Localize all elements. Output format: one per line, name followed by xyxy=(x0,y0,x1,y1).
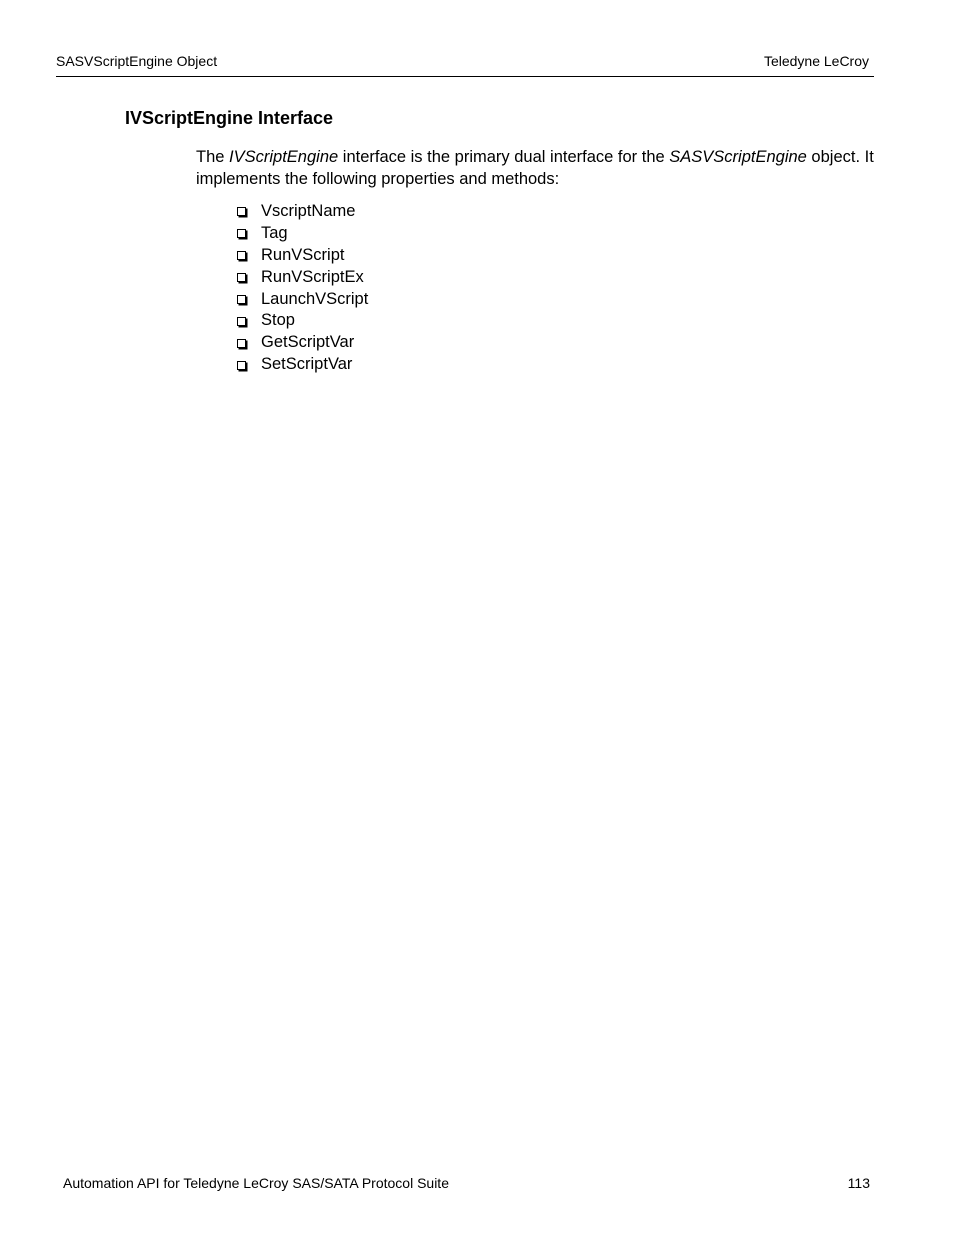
intro-text-1: The xyxy=(196,148,230,166)
checkbox-icon xyxy=(237,207,246,216)
page-number: 113 xyxy=(847,1175,870,1191)
list-item-label: RunVScriptEx xyxy=(261,267,364,286)
list-item xyxy=(237,332,368,354)
checkbox-icon xyxy=(237,229,246,238)
intro-interface-name: IVScriptEngine xyxy=(229,148,339,166)
list-item xyxy=(237,201,368,223)
header-document-section: SASVScriptEngine Object xyxy=(56,53,218,69)
list-item-label: VscriptName xyxy=(261,202,356,220)
list-item xyxy=(237,267,368,289)
list-item xyxy=(237,245,368,267)
list-item-label: Tag xyxy=(261,223,288,242)
list-item xyxy=(237,354,368,376)
intro-text-3: object. It implements the following properties and methods: xyxy=(196,148,874,188)
list-item-label: RunVScript xyxy=(261,245,345,264)
checkbox-icon xyxy=(237,273,246,282)
list-item xyxy=(237,223,368,245)
page-footer xyxy=(63,1175,870,1197)
member-list xyxy=(237,201,368,376)
list-item xyxy=(237,310,368,332)
footer-document-title: Automation API for Teledyne LeCroy SAS/SATA Protocol Suite xyxy=(63,1175,449,1191)
checkbox-icon xyxy=(237,251,246,260)
page-header xyxy=(56,52,874,77)
list-item-label: LaunchVScript xyxy=(261,289,369,308)
checkbox-icon xyxy=(237,361,246,370)
intro-object-name: SASVScriptEngine xyxy=(669,148,807,166)
checkbox-icon xyxy=(237,295,246,304)
header-company-name: Teledyne LeCroy xyxy=(763,53,869,69)
list-item-label: Stop xyxy=(261,311,295,330)
intro-paragraph xyxy=(196,146,886,190)
list-item-label: SetScriptVar xyxy=(261,355,353,374)
section-heading: IVScriptEngine Interface xyxy=(125,108,334,128)
checkbox-icon xyxy=(237,317,246,326)
checkbox-icon xyxy=(237,339,246,348)
list-item-label: GetScriptVar xyxy=(261,333,355,352)
intro-text-2: interface is the primary dual interface for the xyxy=(338,148,670,166)
list-item xyxy=(237,289,368,311)
